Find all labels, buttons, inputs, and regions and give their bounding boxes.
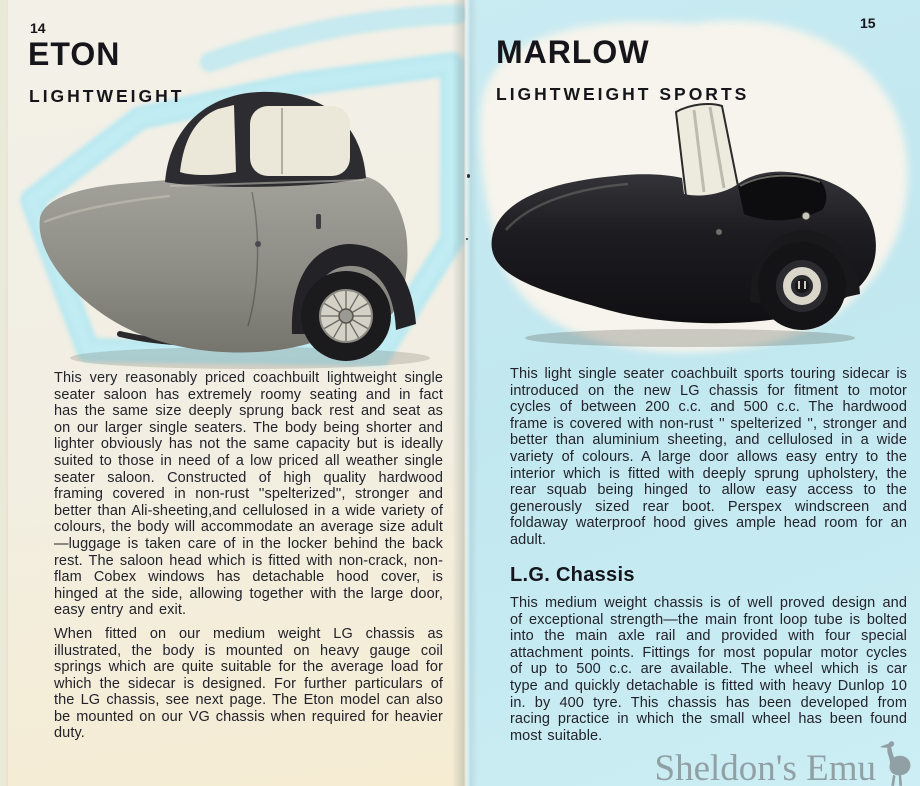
badge xyxy=(255,241,261,247)
marlow-description xyxy=(510,366,907,549)
watermark xyxy=(655,740,912,786)
lg-chassis-description xyxy=(510,595,907,744)
page-subtitle: LIGHTWEIGHT SPORTS xyxy=(496,84,750,104)
watermark-text: Sheldon's Emu xyxy=(654,748,876,786)
marlow-paragraph-2: This medium weight chassis is of well proved design and of exceptional strength—the main front loop tube is bolted into the main axle rail and provided with four special attachment points. Fittings for most popular motor cycles of up to 500 c.c. are available. The wheel which is car type and quickly detachable is fitted with heavy Dunlop 10 in. by 400 tyre. This chassis has been developed from racing practice in which the small wheel has been found most suitable. xyxy=(510,595,907,744)
section-heading-lg-chassis: L.G. Chassis xyxy=(510,564,635,586)
page-subtitle: LIGHTWEIGHT xyxy=(29,86,185,106)
latch xyxy=(802,212,810,220)
photo-shadow xyxy=(525,329,855,347)
page-number: 14 xyxy=(30,20,46,36)
scan-edge xyxy=(0,0,8,786)
wire-wheel xyxy=(301,271,391,361)
page-title: ETON xyxy=(28,36,121,72)
dust-speck xyxy=(467,174,470,178)
eton-paragraph-1: This very reasonably priced coachbuilt lightweight single seater saloon has extremely roomy seating and in fact has the same size deeply sprung back rest and seat as on our larger single seaters. The body being shorter and lighter obviously has not the same capacity but is ideally suited to those in need of a low priced all weather single seater saloon. Constructed of high quality hardwood framing covered in non-rust ''spelterized'', stronger and better than Ali-sheeting,and cellulosed in a wide variety of colours, the body will accommodate an average size adult—luggage is taken care of in the locker behind the back rest. The saloon head which is fitted with non-crack, non-flam Cobex windows has detachable hood cover, is hinged at the side, allowing together with the large door, easy entry and exit. xyxy=(54,370,443,619)
page-title: MARLOW xyxy=(496,34,650,70)
page-number: 15 xyxy=(860,15,876,31)
disc-wheel xyxy=(758,242,846,330)
eton-description xyxy=(54,370,443,742)
eton-paragraph-2: When fitted on our medium weight LG chassis as illustrated, the body is mounted on heavy gauge coil springs which are quite suitable for the average load for which the sidecar is designed. For further particulars of the LG chassis, see next page. The Eton model can also be mounted on our VG chassis when required for heavier duty. xyxy=(54,625,443,742)
windscreen-glass xyxy=(180,105,236,175)
page-right-marlow xyxy=(466,0,920,786)
badge xyxy=(716,229,722,235)
marlow-paragraph-1: This light single seater coachbuilt sports touring sidecar is introduced on the new LG chassis for fitment to motor cycles of between 200 c.c. and 500 c.c. The hardwood frame is covered with non-rust '' spelterized '', stronger and better than aluminium sheeting, and cellulosed in a wide variety of colours. A large door allows easy entry to the interior which is fitted with deeply sprung upholstery, the rear squab being hinged to allow easy access to the generously sized rear boot. Perspex windscreen and foldaway waterproof hood gives ample head room for an adult. xyxy=(510,366,907,548)
side-window-glass xyxy=(250,106,350,176)
dust-speck xyxy=(466,238,468,240)
emu-icon xyxy=(878,740,912,786)
eton-sidecar-photo xyxy=(20,72,450,377)
door-handle xyxy=(316,214,321,229)
windscreen xyxy=(676,104,738,198)
marlow-sidecar-photo xyxy=(480,98,900,360)
